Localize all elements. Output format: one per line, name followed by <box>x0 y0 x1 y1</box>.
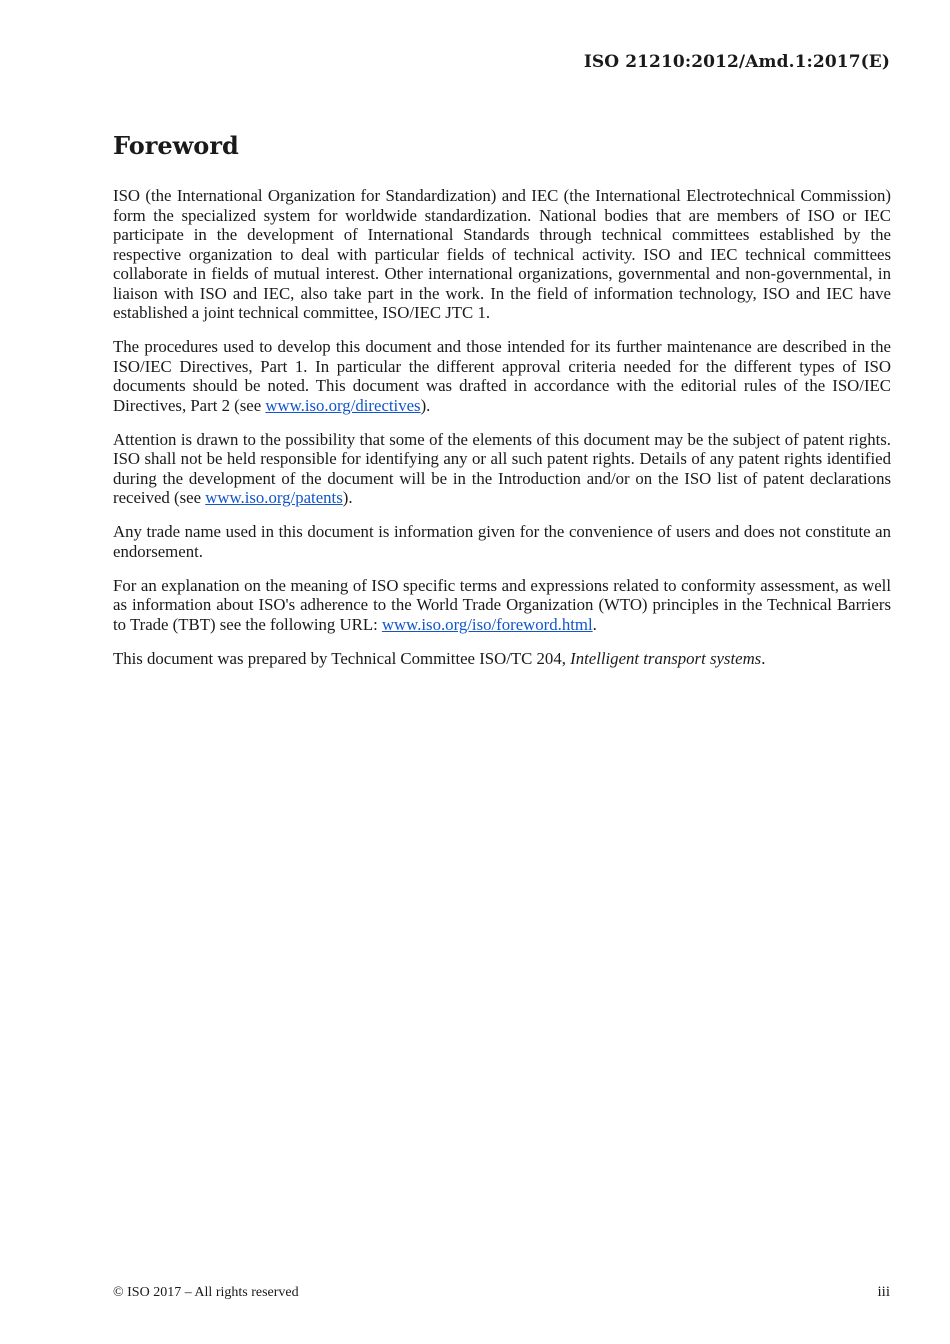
foreword-body <box>113 186 891 683</box>
paragraph-conformity-end: . <box>592 614 597 634</box>
paragraph-prepared-text: This document was prepared by Technical Committee ISO/TC 204, <box>113 648 571 668</box>
paragraph-prepared-by <box>113 649 891 669</box>
foreword-url-link[interactable]: www.iso.org/iso/foreword.html <box>381 614 593 634</box>
paragraph-conformity <box>113 576 891 635</box>
paragraph-prepared-end: . <box>761 648 766 668</box>
page-number: iii <box>877 1284 890 1300</box>
page-title: Foreword <box>113 131 239 160</box>
copyright-notice: © ISO 2017 – All rights reserved <box>113 1285 299 1300</box>
directives-link[interactable]: www.iso.org/directives <box>265 395 421 415</box>
paragraph-patent-end: ). <box>342 488 353 507</box>
paragraph-patent-text: Attention is drawn to the possibility that some of the elements of this document may be the subject of patent rights. ISO shall not be held responsible for identifying any or all such patent rights. Details of any patent rights identified during the development of the document will be in the Introduction and/or on the ISO list of patent declarations received (see <box>113 429 891 507</box>
document-id-header: ISO 21210:2012/Amd.1:2017(E) <box>583 52 890 72</box>
committee-title: Intelligent transport systems <box>570 648 762 668</box>
paragraph-procedures-text: The procedures used to develop this document and those intended for its further maintenance are described in the ISO/IEC Directives, Part 1. In particular the different approval criteria needed for the different types of ISO documents should be noted. This document was drafted in accordance with the editorial rules of the ISO/IEC Directives, Part 2 (see <box>113 337 891 415</box>
paragraph-trade-name: Any trade name used in this document is information given for the convenience of users and does not constitute an endorsement. <box>113 522 891 561</box>
paragraph-procedures-end: ). <box>420 395 431 415</box>
paragraph-patent-rights <box>113 430 891 508</box>
patents-link[interactable]: www.iso.org/patents <box>205 488 343 507</box>
paragraph-iso-iec-intro: ISO (the International Organization for Standardization) and IEC (the International Electrotechnical Commission) form the specialized system for worldwide standardization. National bodies that are members of ISO or IEC participate in the development of International Standards through technical committees established by the respective organization to deal with particular fields of technical activity. ISO and IEC technical committees collaborate in fields of mutual interest. Other international organizations, governmental and non-governmental, in liaison with ISO and IEC, also take part in the work. In the field of information technology, ISO and IEC have established a joint technical committee, ISO/IEC JTC 1. <box>113 186 891 322</box>
paragraph-procedures <box>113 337 891 415</box>
paragraph-conformity-text: For an explanation on the meaning of ISO specific terms and expressions related to conformity assessment, as well as information about ISO's adherence to the World Trade Organization (WTO) principles in the Technical Barriers to Trade (TBT) see the following URL: <box>113 575 891 634</box>
